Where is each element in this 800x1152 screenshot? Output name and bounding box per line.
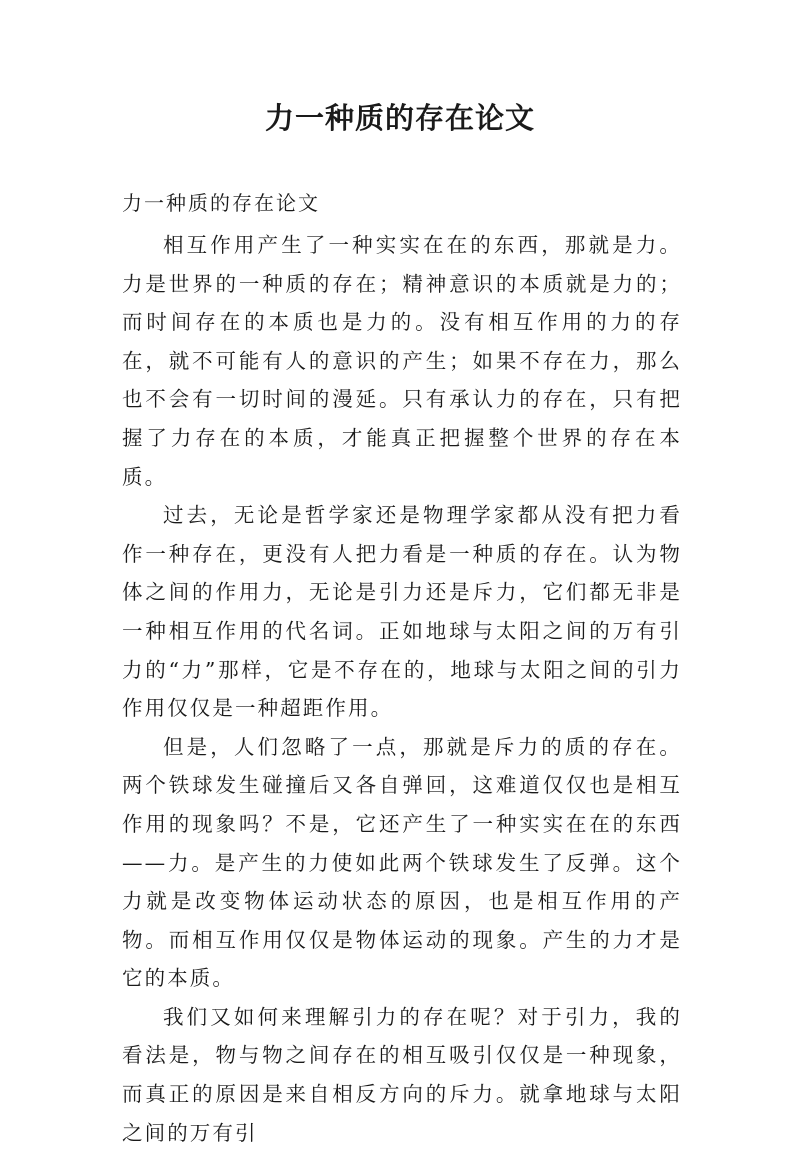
document-body [122, 226, 682, 1152]
document-title: 力一种质的存在论文 [264, 101, 535, 135]
paragraph: 相互作用产生了一种实实在在的东西，那就是力。力是世界的一种质的存在；精神意识的本质就是力的；而时间存在的本质也是力的。没有相互作用的力的存在，就不可能有人的意识的产生；如果不存在力，那么也不会有一切时间的漫延。只有承认力的存在，只有把握了力存在的本质，才能真正把握整个世界的存在本质。 [122, 233, 682, 489]
document-subtitle: 力一种质的存在论文 [122, 191, 320, 215]
paragraph: 我们又如何来理解引力的存在呢？对于引力，我的看法是，物与物之间存在的相互吸引仅仅是一种现象，而真正的原因是来自相反方向的斥力。就拿地球与太阳之间的万有引 [122, 1004, 682, 1145]
paragraph: 过去，无论是哲学家还是物理学家都从没有把力看作一种存在，更没有人把力看是一种质的存在。认为物体之间的作用力，无论是引力还是斥力，它们都无非是一种相互作用的代名词。正如地球与太阳之间的万有引力的“力”那样，它是不存在的，地球与太阳之间的引力作用仅仅是一种超距作用。 [122, 503, 682, 721]
paragraph: 但是，人们忽略了一点，那就是斥力的质的存在。两个铁球发生碰撞后又各自弹回，这难道仅仅也是相互作用的现象吗？不是，它还产生了一种实实在在的东西——力。是产生的力使如此两个铁球发生了反弹。这个力就是改变物体运动状态的原因，也是相互作用的产物。而相互作用仅仅是物体运动的现象。产生的力才是它的本质。 [122, 734, 682, 991]
